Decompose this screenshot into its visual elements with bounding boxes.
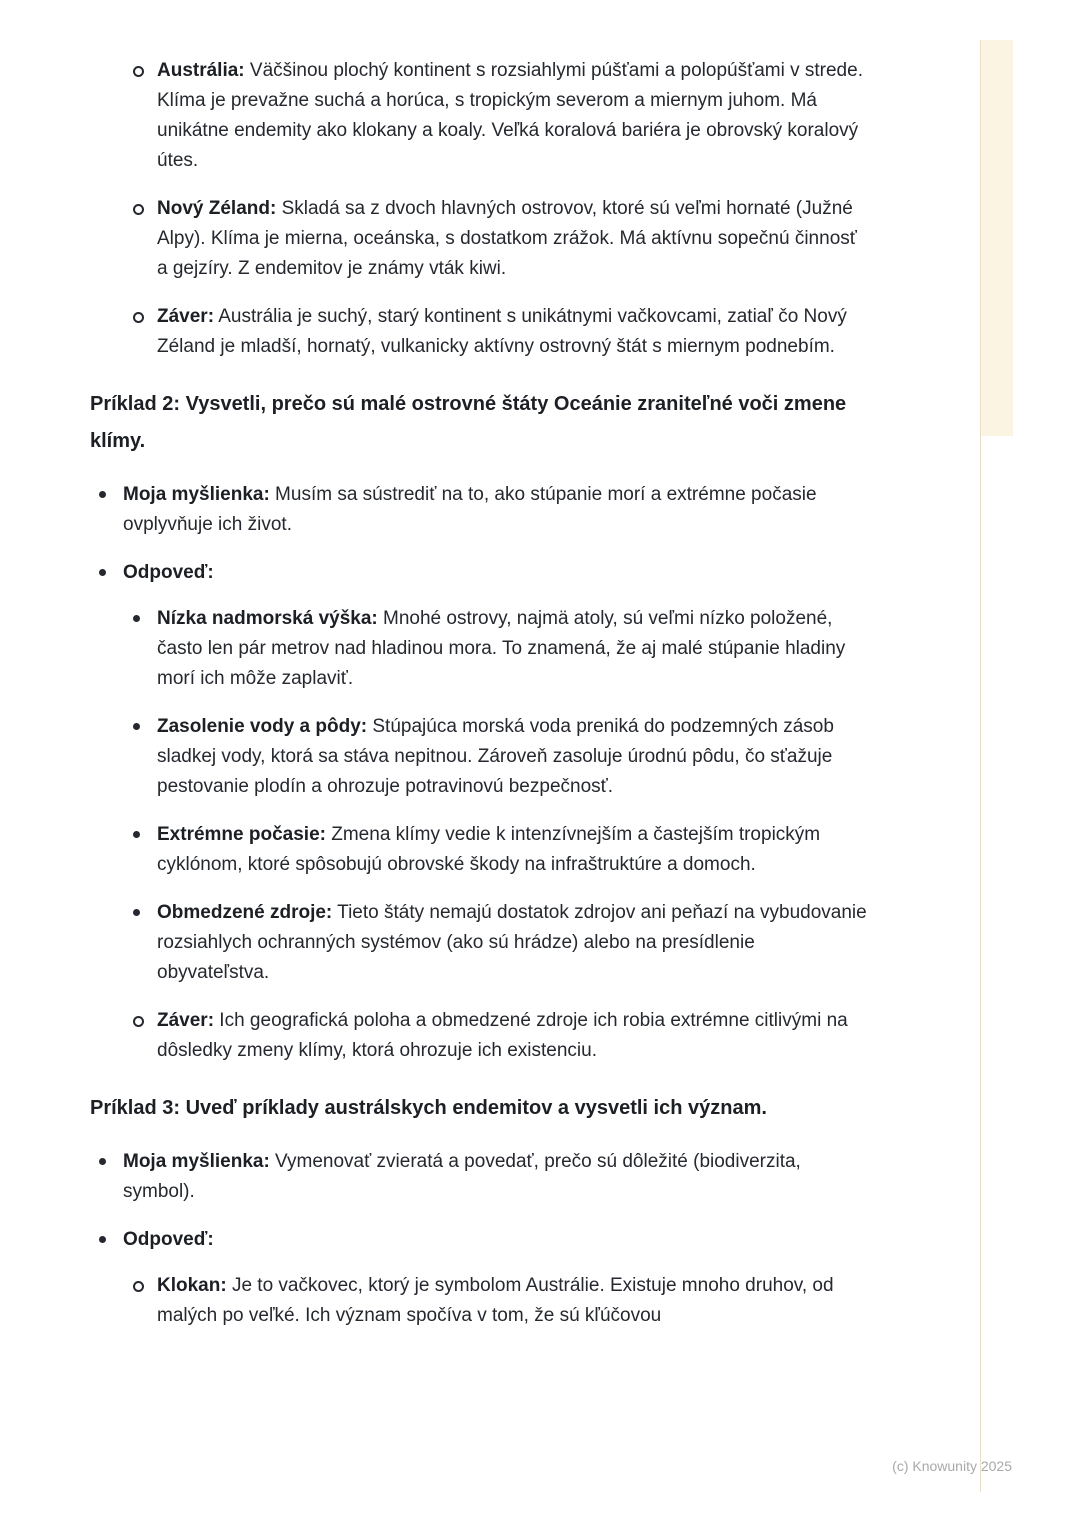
list-item-moja-myslienka-3 xyxy=(90,1147,868,1207)
priklad2-answers-list xyxy=(133,604,868,1066)
page-edge-line xyxy=(980,40,981,1492)
item-lead: Nízka nadmorská výška: xyxy=(157,608,378,629)
list-item-extremne-pocasie xyxy=(133,820,868,880)
priklad3-list xyxy=(90,1147,868,1331)
item-lead: Extrémne počasie: xyxy=(157,824,326,845)
item-text: Vymenovať zvieratá a povedať, prečo sú dôležité (biodiverzita, symbol). xyxy=(123,1151,801,1202)
item-lead: Nový Zéland: xyxy=(157,198,277,219)
section-heading-priklad-2: Príklad 2: Vysvetli, prečo sú malé ostrovné štáty Oceánie zraniteľné voči zmene klímy. xyxy=(90,393,847,452)
priklad2-list xyxy=(90,480,868,1066)
list-item-novy-zeland xyxy=(133,194,868,284)
list-item-zaver xyxy=(133,302,868,362)
item-lead: Austrália: xyxy=(157,60,245,81)
list-item-zasolenie xyxy=(133,712,868,802)
item-lead: Odpoveď: xyxy=(123,562,214,583)
item-lead: Klokan: xyxy=(157,1275,227,1296)
item-text: Skladá sa z dvoch hlavných ostrovov, ktoré sú veľmi hornaté (Južné Alpy). Klíma je mierna, oceánska, s dostatkom zrážok. Má aktívnu sopečnú činnosť a gejzíry. Z endemitov je známy vták kiwi. xyxy=(157,198,857,279)
item-text: Väčšinou plochý kontinent s rozsiahlymi púšťami a polopúšťami v strede. Klíma je prevažne suchá a horúca, s tropickým severom a miernym juhom. Má unikátne endemity ako klokany a koaly. Veľká koralová bariéra je obrovský koralový útes. xyxy=(157,60,863,171)
list-item-klokan xyxy=(133,1271,868,1331)
item-text: Austrália je suchý, starý kontinent s unikátnymi vačkovcami, zatiaľ čo Nový Zéland je mladší, hornatý, vulkanicky aktívny ostrovný štát s miernym podnebím. xyxy=(157,306,847,357)
item-text: Mnohé ostrovy, najmä atoly, sú veľmi nízko položené, často len pár metrov nad hladinou mora. To znamená, že aj malé stúpanie hladiny morí ich môže zaplaviť. xyxy=(157,608,846,689)
intro-list xyxy=(133,56,868,362)
list-item-obmedzene-zdroje xyxy=(133,898,868,988)
document-page xyxy=(90,56,868,1349)
item-text: Je to vačkovec, ktorý je symbolom Austrálie. Existuje mnoho druhov, od malých po veľké. Ich význam spočíva v tom, že sú kľúčovou xyxy=(157,1275,834,1326)
item-lead: Moja myšlienka: xyxy=(123,1151,270,1172)
item-lead: Moja myšlienka: xyxy=(123,484,270,505)
list-item-zaver-2 xyxy=(133,1006,868,1066)
section-heading-priklad-3: Príklad 3: Uveď príklady austrálskych endemitov a vysvetli ich význam. xyxy=(90,1097,767,1119)
list-item-nizka-vyska xyxy=(133,604,868,694)
item-lead: Záver: xyxy=(157,306,215,327)
item-text: Stúpajúca morská voda preniká do podzemných zásob sladkej vody, ktorá sa stáva nepitnou. Zároveň zasoluje úrodnú pôdu, čo sťažuje pestovanie plodín a ohrozuje potravinovú bezpečnosť. xyxy=(157,716,834,797)
item-text: Zmena klímy vedie k intenzívnejším a častejším tropickým cyklónom, ktoré spôsobujú obrovské škody na infraštruktúre a domoch. xyxy=(157,824,821,875)
list-item-moja-myslienka xyxy=(90,480,868,540)
page-edge-accent xyxy=(981,40,1013,436)
item-lead: Zasolenie vody a pôdy: xyxy=(157,716,368,737)
item-lead: Záver: xyxy=(157,1010,215,1031)
priklad3-answers-list xyxy=(133,1271,868,1331)
list-item-odpoved-3 xyxy=(90,1225,868,1331)
item-lead: Odpoveď: xyxy=(123,1229,214,1250)
item-text: Tieto štáty nemajú dostatok zdrojov ani peňazí na vybudovanie rozsiahlych ochranných systémov (ako sú hrádze) alebo na presídlenie obyvateľstva. xyxy=(157,902,867,983)
list-item-odpoved xyxy=(90,558,868,1066)
list-item-australia xyxy=(133,56,868,176)
copyright-text: (c) Knowunity 2025 xyxy=(892,1458,1012,1474)
item-text: Musím sa sústrediť na to, ako stúpanie morí a extrémne počasie ovplyvňuje ich život. xyxy=(123,484,817,535)
item-lead: Obmedzené zdroje: xyxy=(157,902,333,923)
item-text: Ich geografická poloha a obmedzené zdroje ich robia extrémne citlivými na dôsledky zmeny klímy, ktorá ohrozuje ich existenciu. xyxy=(157,1010,848,1061)
